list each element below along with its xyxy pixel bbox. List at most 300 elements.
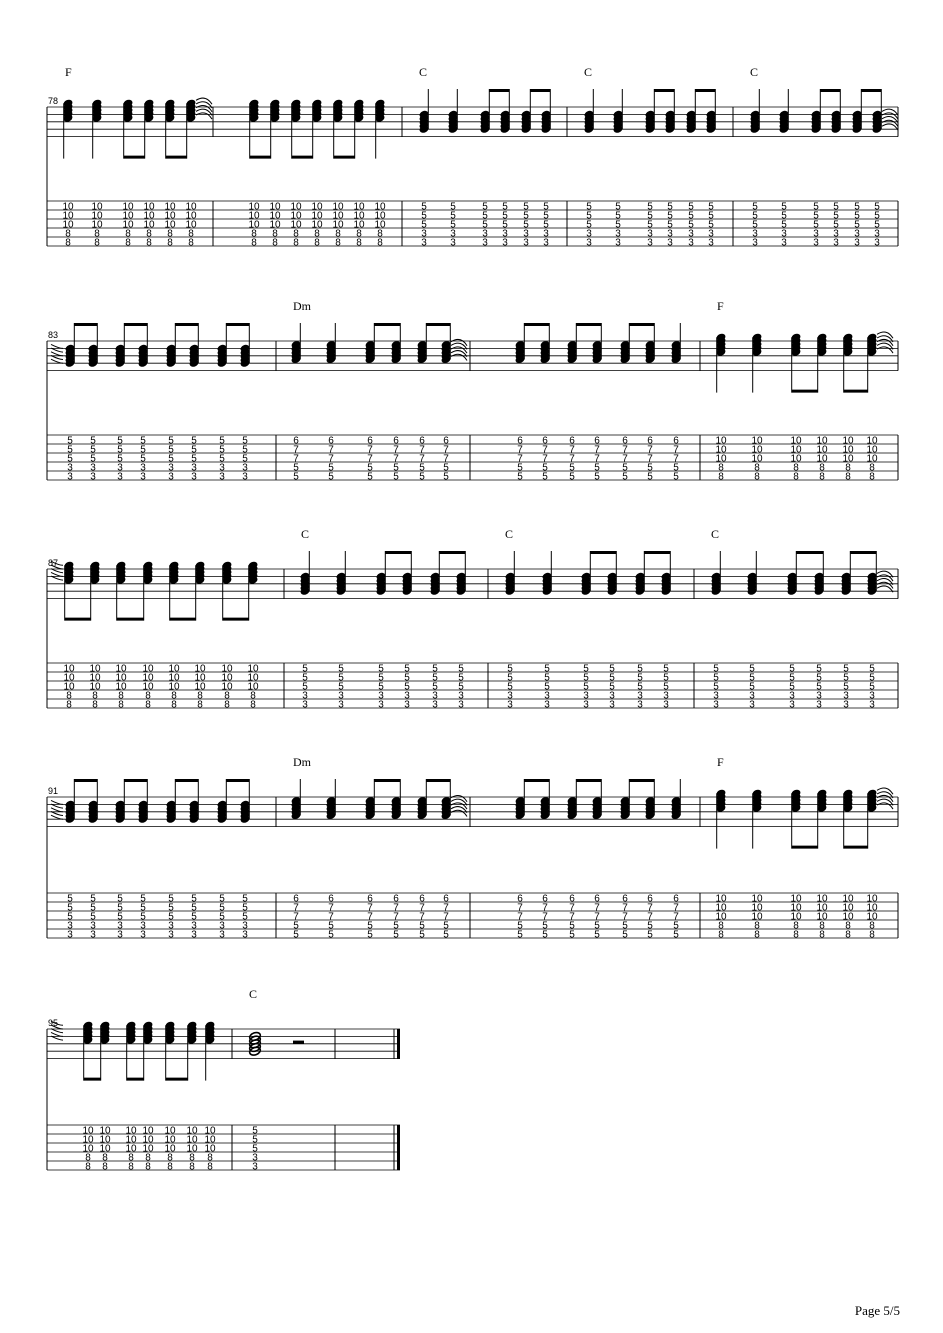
tab-number: 5: [219, 444, 225, 456]
tab-number: 10: [332, 210, 344, 222]
note-beam: [74, 779, 97, 782]
tab-number: 5: [419, 471, 425, 483]
tab-number: 3: [191, 462, 197, 474]
tab-number: 3: [378, 699, 384, 711]
tab-number: 3: [252, 1152, 258, 1164]
tab-number: 5: [673, 929, 679, 941]
tab-number: 5: [816, 681, 822, 693]
system-1: [47, 65, 898, 249]
tab-number: 10: [816, 444, 828, 456]
tie-arc: [877, 795, 893, 801]
note-beam: [166, 156, 187, 159]
tie-arc: [882, 120, 898, 126]
tab-number: 10: [89, 672, 101, 684]
tab-number: 8: [167, 228, 173, 240]
tab-number: 3: [789, 699, 795, 711]
tab-number: 10: [194, 681, 206, 693]
tie-arc: [451, 354, 467, 360]
note-beam: [489, 89, 509, 92]
tab-number: 3: [523, 228, 529, 240]
tie-arc: [882, 113, 898, 119]
tab-number: 5: [708, 219, 714, 231]
tab-number: 5: [542, 929, 548, 941]
tab-number: 5: [252, 1143, 258, 1155]
page-number: Page 5/5: [854, 1303, 900, 1318]
tab-number: 3: [302, 690, 308, 702]
tab-number: 5: [523, 201, 529, 213]
note-beam: [524, 779, 549, 782]
tab-number: 7: [594, 902, 600, 914]
tab-number: 10: [194, 672, 206, 684]
note-beam: [530, 89, 550, 92]
tab-number: 10: [374, 210, 386, 222]
chord-symbol: Dm: [293, 299, 311, 313]
tab-number: 8: [377, 237, 383, 249]
tab-number: 5: [622, 929, 628, 941]
tab-number: 3: [302, 699, 308, 711]
tab-number: 6: [647, 893, 653, 905]
tab-number: 3: [523, 237, 529, 249]
tab-number: 7: [328, 902, 334, 914]
tab-number: 10: [62, 219, 74, 231]
tab-number: 10: [248, 210, 260, 222]
tab-number: 10: [247, 672, 259, 684]
tab-number: 10: [82, 1125, 94, 1137]
tab-number: 5: [252, 1125, 258, 1137]
tab-number: 5: [293, 462, 299, 474]
tab-number: 5: [140, 435, 146, 447]
tab-number: 7: [622, 911, 628, 923]
tab-number: 10: [374, 201, 386, 213]
tab-number: 10: [374, 219, 386, 231]
tab-number: 6: [443, 435, 449, 447]
tab-number: 6: [293, 435, 299, 447]
tab-number: 3: [117, 462, 123, 474]
tab-number: 5: [90, 453, 96, 465]
tab-number: 10: [142, 1143, 154, 1155]
tab-number: 3: [713, 690, 719, 702]
note-beam: [127, 1078, 144, 1081]
measure: [51, 1020, 216, 1172]
measure: [299, 527, 466, 711]
tie-arc: [451, 347, 467, 353]
tab-number: 8: [66, 690, 72, 702]
tab-number: 5: [543, 219, 549, 231]
tab-number: 8: [793, 471, 799, 483]
tab-number: 5: [647, 462, 653, 474]
note-beam: [334, 156, 355, 159]
tab-number: 8: [207, 1161, 213, 1173]
tab-number: 10: [164, 1143, 176, 1155]
tie-arc: [51, 344, 63, 348]
tab-number: 5: [242, 902, 248, 914]
tab-number: 5: [393, 929, 399, 941]
note-beam: [792, 390, 818, 393]
tab-number: 10: [715, 911, 727, 923]
tab-number: 10: [115, 672, 127, 684]
tab-number: 3: [544, 699, 550, 711]
tab-number: 8: [118, 690, 124, 702]
note-beam: [792, 846, 818, 849]
tab-number: 5: [328, 929, 334, 941]
tab-number: 5: [367, 929, 373, 941]
note-beam: [820, 89, 840, 92]
tab-number: 5: [67, 893, 73, 905]
tab-number: 10: [715, 893, 727, 905]
tab-number: 8: [118, 699, 124, 711]
system-3: [47, 527, 898, 711]
tab-number: 5: [708, 210, 714, 222]
tab-number: 6: [542, 893, 548, 905]
tab-number: 10: [168, 681, 180, 693]
tab-number: 8: [66, 699, 72, 711]
tab-number: 8: [188, 237, 194, 249]
tab-number: 10: [204, 1134, 216, 1146]
tab-number: 8: [272, 237, 278, 249]
tab-number: 10: [164, 210, 176, 222]
measure-number: 91: [48, 786, 59, 796]
tab-number: 5: [219, 893, 225, 905]
tab-number: 3: [543, 228, 549, 240]
tab-number: 5: [586, 219, 592, 231]
tab-number: 6: [622, 435, 628, 447]
tab-number: 10: [122, 201, 134, 213]
tab-number: 3: [67, 471, 73, 483]
note-beam: [170, 618, 196, 621]
tab-number: 8: [167, 1161, 173, 1173]
tab-number: 5: [168, 444, 174, 456]
tab-number: 10: [122, 210, 134, 222]
tab-number: 5: [404, 681, 410, 693]
tab-number: 5: [140, 453, 146, 465]
tab-number: 7: [419, 453, 425, 465]
tab-number: 5: [615, 210, 621, 222]
tab-number: 10: [790, 911, 802, 923]
tab-number: 3: [507, 690, 513, 702]
tab-number: 5: [404, 672, 410, 684]
tab-number: 10: [164, 219, 176, 231]
chord-symbol: C: [419, 65, 428, 79]
tab-number: 7: [517, 911, 523, 923]
chord-symbol: C: [584, 65, 593, 79]
tab-number: 3: [140, 929, 146, 941]
measure: [749, 65, 898, 249]
tab-number: 5: [647, 929, 653, 941]
tab-number: 6: [673, 435, 679, 447]
note-beam: [590, 551, 616, 554]
tab-number: 3: [813, 237, 819, 249]
tab-number: 5: [615, 219, 621, 231]
tie-arc: [196, 113, 212, 119]
measure: [715, 299, 893, 483]
tab-number: 3: [667, 228, 673, 240]
tab-number: 8: [65, 237, 71, 249]
tab-number: 3: [688, 237, 694, 249]
measure: [51, 323, 251, 483]
tab-number: 5: [594, 929, 600, 941]
tab-number: 8: [65, 228, 71, 240]
tab-number: 7: [569, 902, 575, 914]
tab-number: 10: [194, 663, 206, 675]
tab-number: 8: [869, 920, 875, 932]
tab-number: 5: [338, 672, 344, 684]
tab-number: 5: [713, 672, 719, 684]
tab-number: 6: [393, 435, 399, 447]
tab-number: 10: [866, 902, 878, 914]
chord-symbol: F: [717, 755, 724, 769]
chord-symbol: Dm: [293, 755, 311, 769]
tab-number: 8: [92, 690, 98, 702]
measure: [418, 65, 551, 249]
tab-number: 7: [293, 444, 299, 456]
tab-number: 5: [544, 663, 550, 675]
note-beam: [124, 156, 145, 159]
tab-number: 3: [874, 228, 880, 240]
tab-number: 5: [673, 462, 679, 474]
note-beam: [861, 89, 881, 92]
tab-number: 10: [332, 201, 344, 213]
tab-number: 10: [91, 210, 103, 222]
tab-number: 7: [443, 911, 449, 923]
tab-number: 3: [667, 237, 673, 249]
tab-number: 6: [328, 435, 334, 447]
tab-number: 5: [90, 435, 96, 447]
chord-symbol: C: [505, 527, 514, 541]
tab-number: 10: [221, 672, 233, 684]
note-beam: [385, 551, 411, 554]
note-beam: [426, 779, 450, 782]
tab-number: 10: [143, 210, 155, 222]
tab-number: 5: [242, 444, 248, 456]
tab-number: 7: [673, 453, 679, 465]
tab-number: 3: [663, 690, 669, 702]
tab-number: 7: [293, 911, 299, 923]
tab-number: 6: [673, 893, 679, 905]
tab-number: 3: [450, 228, 456, 240]
tab-number: 10: [311, 201, 323, 213]
tab-number: 5: [507, 663, 513, 675]
tab-number: 7: [367, 453, 373, 465]
tie-arc: [451, 810, 467, 816]
tab-number: 10: [248, 219, 260, 231]
tab-number: 8: [125, 228, 131, 240]
tab-number: 10: [247, 663, 259, 675]
tab-number: 8: [845, 471, 851, 483]
tab-number: 8: [145, 1152, 151, 1164]
tab-number: 10: [790, 444, 802, 456]
tab-number: 3: [140, 920, 146, 932]
tab-number: 10: [751, 453, 763, 465]
tab-number: 5: [637, 681, 643, 693]
tie-arc: [877, 582, 893, 588]
tab-number: 10: [221, 681, 233, 693]
tab-number: 5: [647, 471, 653, 483]
tab-number: 5: [242, 911, 248, 923]
tab-number: 5: [637, 672, 643, 684]
tab-number: 3: [168, 462, 174, 474]
tab-number: 10: [185, 219, 197, 231]
tie-arc: [877, 347, 893, 353]
tab-number: 5: [419, 462, 425, 474]
tab-number: 3: [843, 690, 849, 702]
tab-number: 5: [191, 902, 197, 914]
tab-number: 8: [293, 237, 299, 249]
tab-number: 3: [242, 471, 248, 483]
tab-number: 10: [269, 201, 281, 213]
tab-number: 5: [502, 219, 508, 231]
tab-number: 8: [293, 228, 299, 240]
tab-number: 6: [647, 435, 653, 447]
measure: [290, 299, 467, 483]
system-5: [47, 987, 400, 1173]
chord-symbol: F: [65, 65, 72, 79]
tab-number: 10: [63, 663, 75, 675]
tab-number: 10: [91, 201, 103, 213]
tie-arc: [51, 800, 63, 804]
tab-number: 5: [843, 672, 849, 684]
tab-number: 5: [874, 201, 880, 213]
tab-number: 8: [718, 929, 724, 941]
tab-number: 8: [146, 228, 152, 240]
tab-number: 5: [667, 219, 673, 231]
tab-number: 7: [443, 453, 449, 465]
tab-number: 5: [637, 663, 643, 675]
tab-number: 10: [816, 435, 828, 447]
system-4: [47, 755, 898, 941]
tab-number: 5: [523, 210, 529, 222]
tab-number: 6: [367, 435, 373, 447]
tab-number: 3: [637, 690, 643, 702]
tab-number: 3: [781, 228, 787, 240]
tab-number: 5: [647, 920, 653, 932]
tab-number: 10: [142, 681, 154, 693]
tab-number: 10: [164, 1125, 176, 1137]
note-beam: [175, 779, 198, 782]
tab-number: 10: [247, 681, 259, 693]
tab-number: 3: [833, 228, 839, 240]
tab-number: 7: [328, 453, 334, 465]
tab-number: 8: [793, 920, 799, 932]
tab-number: 7: [622, 453, 628, 465]
tab-number: 5: [67, 911, 73, 923]
tab-number: 8: [869, 471, 875, 483]
tab-number: 5: [252, 1134, 258, 1146]
note-beam: [84, 1078, 101, 1081]
tie-arc: [877, 339, 893, 345]
tab-number: 10: [715, 444, 727, 456]
tab-number: 10: [125, 1125, 137, 1137]
tab-number: 7: [569, 911, 575, 923]
tab-number: 3: [191, 920, 197, 932]
note-beam: [226, 323, 249, 326]
tab-number: 3: [117, 929, 123, 941]
tab-number: 5: [191, 435, 197, 447]
tab-number: 10: [204, 1143, 216, 1155]
tab-number: 5: [583, 681, 589, 693]
tab-number: 5: [67, 902, 73, 914]
tab-number: 8: [207, 1152, 213, 1164]
tab-number: 5: [432, 681, 438, 693]
tab-number: 3: [404, 699, 410, 711]
tab-number: 10: [269, 219, 281, 231]
tab-number: 8: [188, 228, 194, 240]
tab-number: 3: [869, 690, 875, 702]
tab-number: 3: [378, 690, 384, 702]
tab-number: 3: [637, 699, 643, 711]
tab-number: 8: [167, 1152, 173, 1164]
tab-number: 5: [542, 462, 548, 474]
tab-number: 10: [143, 219, 155, 231]
tab-number: 10: [115, 681, 127, 693]
tab-number: 10: [715, 902, 727, 914]
tab-number: 10: [842, 911, 854, 923]
tab-number: 5: [854, 210, 860, 222]
tab-number: 3: [833, 237, 839, 249]
measure-number: 83: [48, 330, 59, 340]
tab-number: 3: [117, 920, 123, 932]
tab-number: 5: [378, 672, 384, 684]
tab-number: 5: [789, 672, 795, 684]
tab-number: 8: [754, 920, 760, 932]
tab-number: 6: [419, 893, 425, 905]
tab-number: 3: [615, 237, 621, 249]
tab-number: 5: [458, 672, 464, 684]
tab-number: 8: [85, 1152, 91, 1164]
tab-number: 10: [842, 444, 854, 456]
tab-number: 8: [869, 462, 875, 474]
tab-number: 5: [789, 681, 795, 693]
tab-number: 10: [91, 219, 103, 231]
chord-symbol: C: [301, 527, 310, 541]
tab-number: 5: [458, 681, 464, 693]
tab-number: 3: [502, 237, 508, 249]
tab-number: 5: [367, 920, 373, 932]
system-2: [47, 299, 898, 483]
tab-number: 10: [816, 902, 828, 914]
tab-number: 5: [302, 672, 308, 684]
tab-number: 8: [819, 929, 825, 941]
note-beam: [654, 89, 674, 92]
note-beam: [644, 551, 670, 554]
tab-number: 7: [393, 453, 399, 465]
tab-number: 8: [356, 228, 362, 240]
tab-number: 7: [293, 453, 299, 465]
tab-number: 5: [502, 210, 508, 222]
tab-number: 5: [667, 201, 673, 213]
tab-number: 8: [145, 690, 151, 702]
tab-number: 10: [168, 672, 180, 684]
tab-number: 7: [622, 444, 628, 456]
tab-number: 5: [517, 929, 523, 941]
tab-number: 3: [90, 462, 96, 474]
tab-number: 10: [290, 219, 302, 231]
tab-number: 5: [609, 681, 615, 693]
tab-number: 3: [507, 699, 513, 711]
tab-number: 3: [543, 237, 549, 249]
tab-number: 5: [302, 663, 308, 675]
tab-number: 10: [353, 201, 365, 213]
tab-number: 8: [250, 690, 256, 702]
tab-number: 5: [874, 219, 880, 231]
tab-number: 3: [242, 929, 248, 941]
tab-number: 3: [586, 228, 592, 240]
tab-number: 3: [869, 699, 875, 711]
tab-number: 8: [128, 1152, 134, 1164]
tab-number: 5: [432, 663, 438, 675]
tab-number: 3: [219, 929, 225, 941]
tab-number: 10: [164, 201, 176, 213]
note-beam: [629, 779, 654, 782]
